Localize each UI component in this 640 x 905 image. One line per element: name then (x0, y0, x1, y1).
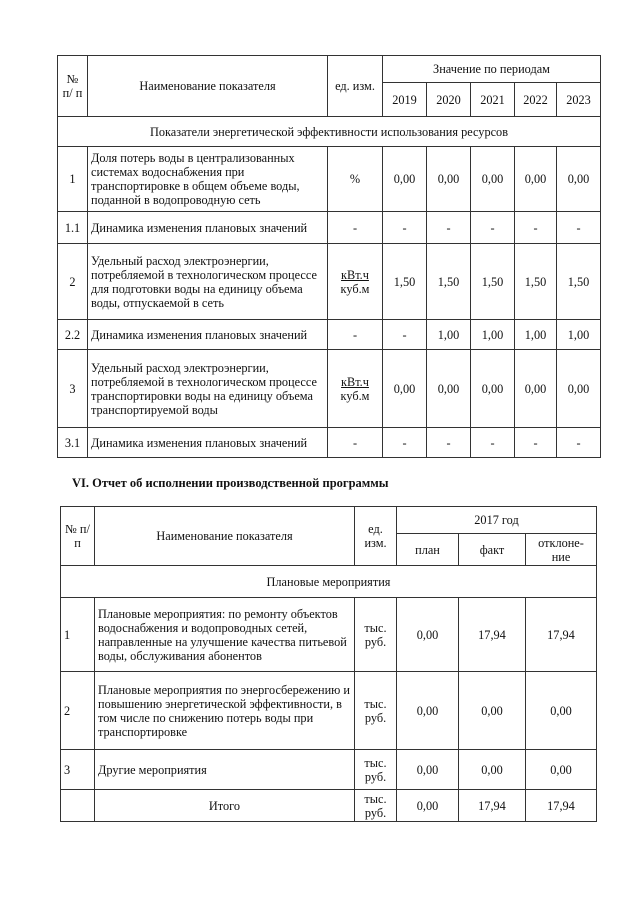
row-value: 1,50 (557, 244, 601, 320)
section-title: Плановые мероприятия (61, 566, 597, 598)
row-value: - (557, 428, 601, 458)
total-row (61, 790, 597, 822)
periods-header: Значение по периодам (383, 56, 601, 83)
table-row (61, 598, 597, 672)
row-value: 0,00 (383, 147, 427, 212)
row-value: - (427, 212, 471, 244)
row-value: - (557, 212, 601, 244)
row-unit: - (328, 212, 383, 244)
name-header: Наименование показателя (95, 507, 355, 566)
row-unit: тыс. руб. (355, 750, 397, 790)
row-value: 0,00 (526, 750, 597, 790)
row-value: 1,00 (427, 320, 471, 350)
row-value: 0,00 (459, 750, 526, 790)
production-program-table (60, 506, 597, 822)
row-value: 1,50 (515, 244, 557, 320)
plan-header: план (397, 534, 459, 566)
row-unit: тыс. руб. (355, 672, 397, 750)
fact-header: факт (459, 534, 526, 566)
row-value: 17,94 (526, 790, 597, 822)
section-heading: VI. Отчет об исполнении производственной программы (72, 476, 389, 490)
total-label: Итого (95, 790, 355, 822)
table-row (58, 428, 601, 458)
row-value: 1,50 (383, 244, 427, 320)
row-num: 3 (58, 350, 88, 428)
unit-header: ед. изм. (328, 56, 383, 117)
row-name: Удельный расход электроэнергии, потребляемой в технологическом процессе транспортировки воды на единицу объема транспортируемой воды (88, 350, 328, 428)
row-value: 0,00 (397, 672, 459, 750)
row-value: 0,00 (397, 598, 459, 672)
row-value: 0,00 (427, 350, 471, 428)
table-row (58, 320, 601, 350)
year-header: 2021 (471, 83, 515, 117)
row-name: Динамика изменения плановых значений (88, 428, 328, 458)
row-num: 1.1 (58, 212, 88, 244)
row-value: - (471, 428, 515, 458)
row-value: 0,00 (427, 147, 471, 212)
year-header: 2022 (515, 83, 557, 117)
row-num: 1 (61, 598, 95, 672)
row-value: 17,94 (459, 790, 526, 822)
row-value: 1,50 (427, 244, 471, 320)
table-row (58, 212, 601, 244)
row-unit: % (328, 147, 383, 212)
section-title: Показатели энергетической эффективности использования ресурсов (58, 117, 601, 147)
year-header: 2017 год (397, 507, 597, 534)
deviation-header: отклоне-ние (526, 534, 597, 566)
row-unit: тыс. руб. (355, 790, 397, 822)
row-num: 1 (58, 147, 88, 212)
row-value: - (515, 212, 557, 244)
row-num: 2 (61, 672, 95, 750)
row-num (61, 790, 95, 822)
row-name: Плановые мероприятия по энергосбережению и повышению энергетической эффективности, в том числе по снижению потерь воды при транспортировке (95, 672, 355, 750)
row-value: 0,00 (515, 350, 557, 428)
row-value: - (383, 212, 427, 244)
year-header: 2023 (557, 83, 601, 117)
row-name: Доля потерь воды в централизованных системах водоснабжения при транспортировке в общем объеме воды, поданной в водопроводную сеть (88, 147, 328, 212)
table-row (58, 244, 601, 320)
table-row (58, 147, 601, 212)
row-value: 0,00 (397, 790, 459, 822)
row-value: 0,00 (397, 750, 459, 790)
row-value: 0,00 (459, 672, 526, 750)
row-value: 17,94 (459, 598, 526, 672)
row-value: - (383, 428, 427, 458)
row-name: Удельный расход электроэнергии, потребляемой в технологическом процессе для подготовки воды на единицу объема воды, отпускаемой в сеть (88, 244, 328, 320)
row-value: 0,00 (515, 147, 557, 212)
energy-efficiency-table (57, 55, 601, 458)
row-value: 1,00 (557, 320, 601, 350)
row-value: - (471, 212, 515, 244)
row-value: 0,00 (557, 147, 601, 212)
row-name: Другие мероприятия (95, 750, 355, 790)
row-value: 0,00 (471, 350, 515, 428)
row-value: - (515, 428, 557, 458)
unit-header: ед. изм. (355, 507, 397, 566)
row-unit: кВт.ч куб.м (328, 350, 383, 428)
row-value: 1,00 (471, 320, 515, 350)
row-value: 1,50 (471, 244, 515, 320)
row-unit: кВт.ч куб.м (328, 244, 383, 320)
row-unit: - (328, 320, 383, 350)
row-unit: тыс. руб. (355, 598, 397, 672)
row-name: Динамика изменения плановых значений (88, 212, 328, 244)
row-value: 17,94 (526, 598, 597, 672)
table-row (61, 750, 597, 790)
row-value: 0,00 (471, 147, 515, 212)
row-value: 1,00 (515, 320, 557, 350)
name-header: Наименование показателя (88, 56, 328, 117)
row-num: 2.2 (58, 320, 88, 350)
table-row (58, 350, 601, 428)
row-value: - (383, 320, 427, 350)
table-row (61, 672, 597, 750)
row-value: 0,00 (557, 350, 601, 428)
num-header: № п/ п (58, 56, 88, 117)
year-header: 2019 (383, 83, 427, 117)
row-name: Динамика изменения плановых значений (88, 320, 328, 350)
row-value: 0,00 (526, 672, 597, 750)
row-num: 2 (58, 244, 88, 320)
year-header: 2020 (427, 83, 471, 117)
row-unit: - (328, 428, 383, 458)
row-name: Плановые мероприятия: по ремонту объектов водоснабжения и водопроводных сетей, направленные на улучшение качества питьевой воды, обслуживания абонентов (95, 598, 355, 672)
row-value: - (427, 428, 471, 458)
row-num: 3 (61, 750, 95, 790)
num-header: № п/п (61, 507, 95, 566)
row-value: 0,00 (383, 350, 427, 428)
row-num: 3.1 (58, 428, 88, 458)
